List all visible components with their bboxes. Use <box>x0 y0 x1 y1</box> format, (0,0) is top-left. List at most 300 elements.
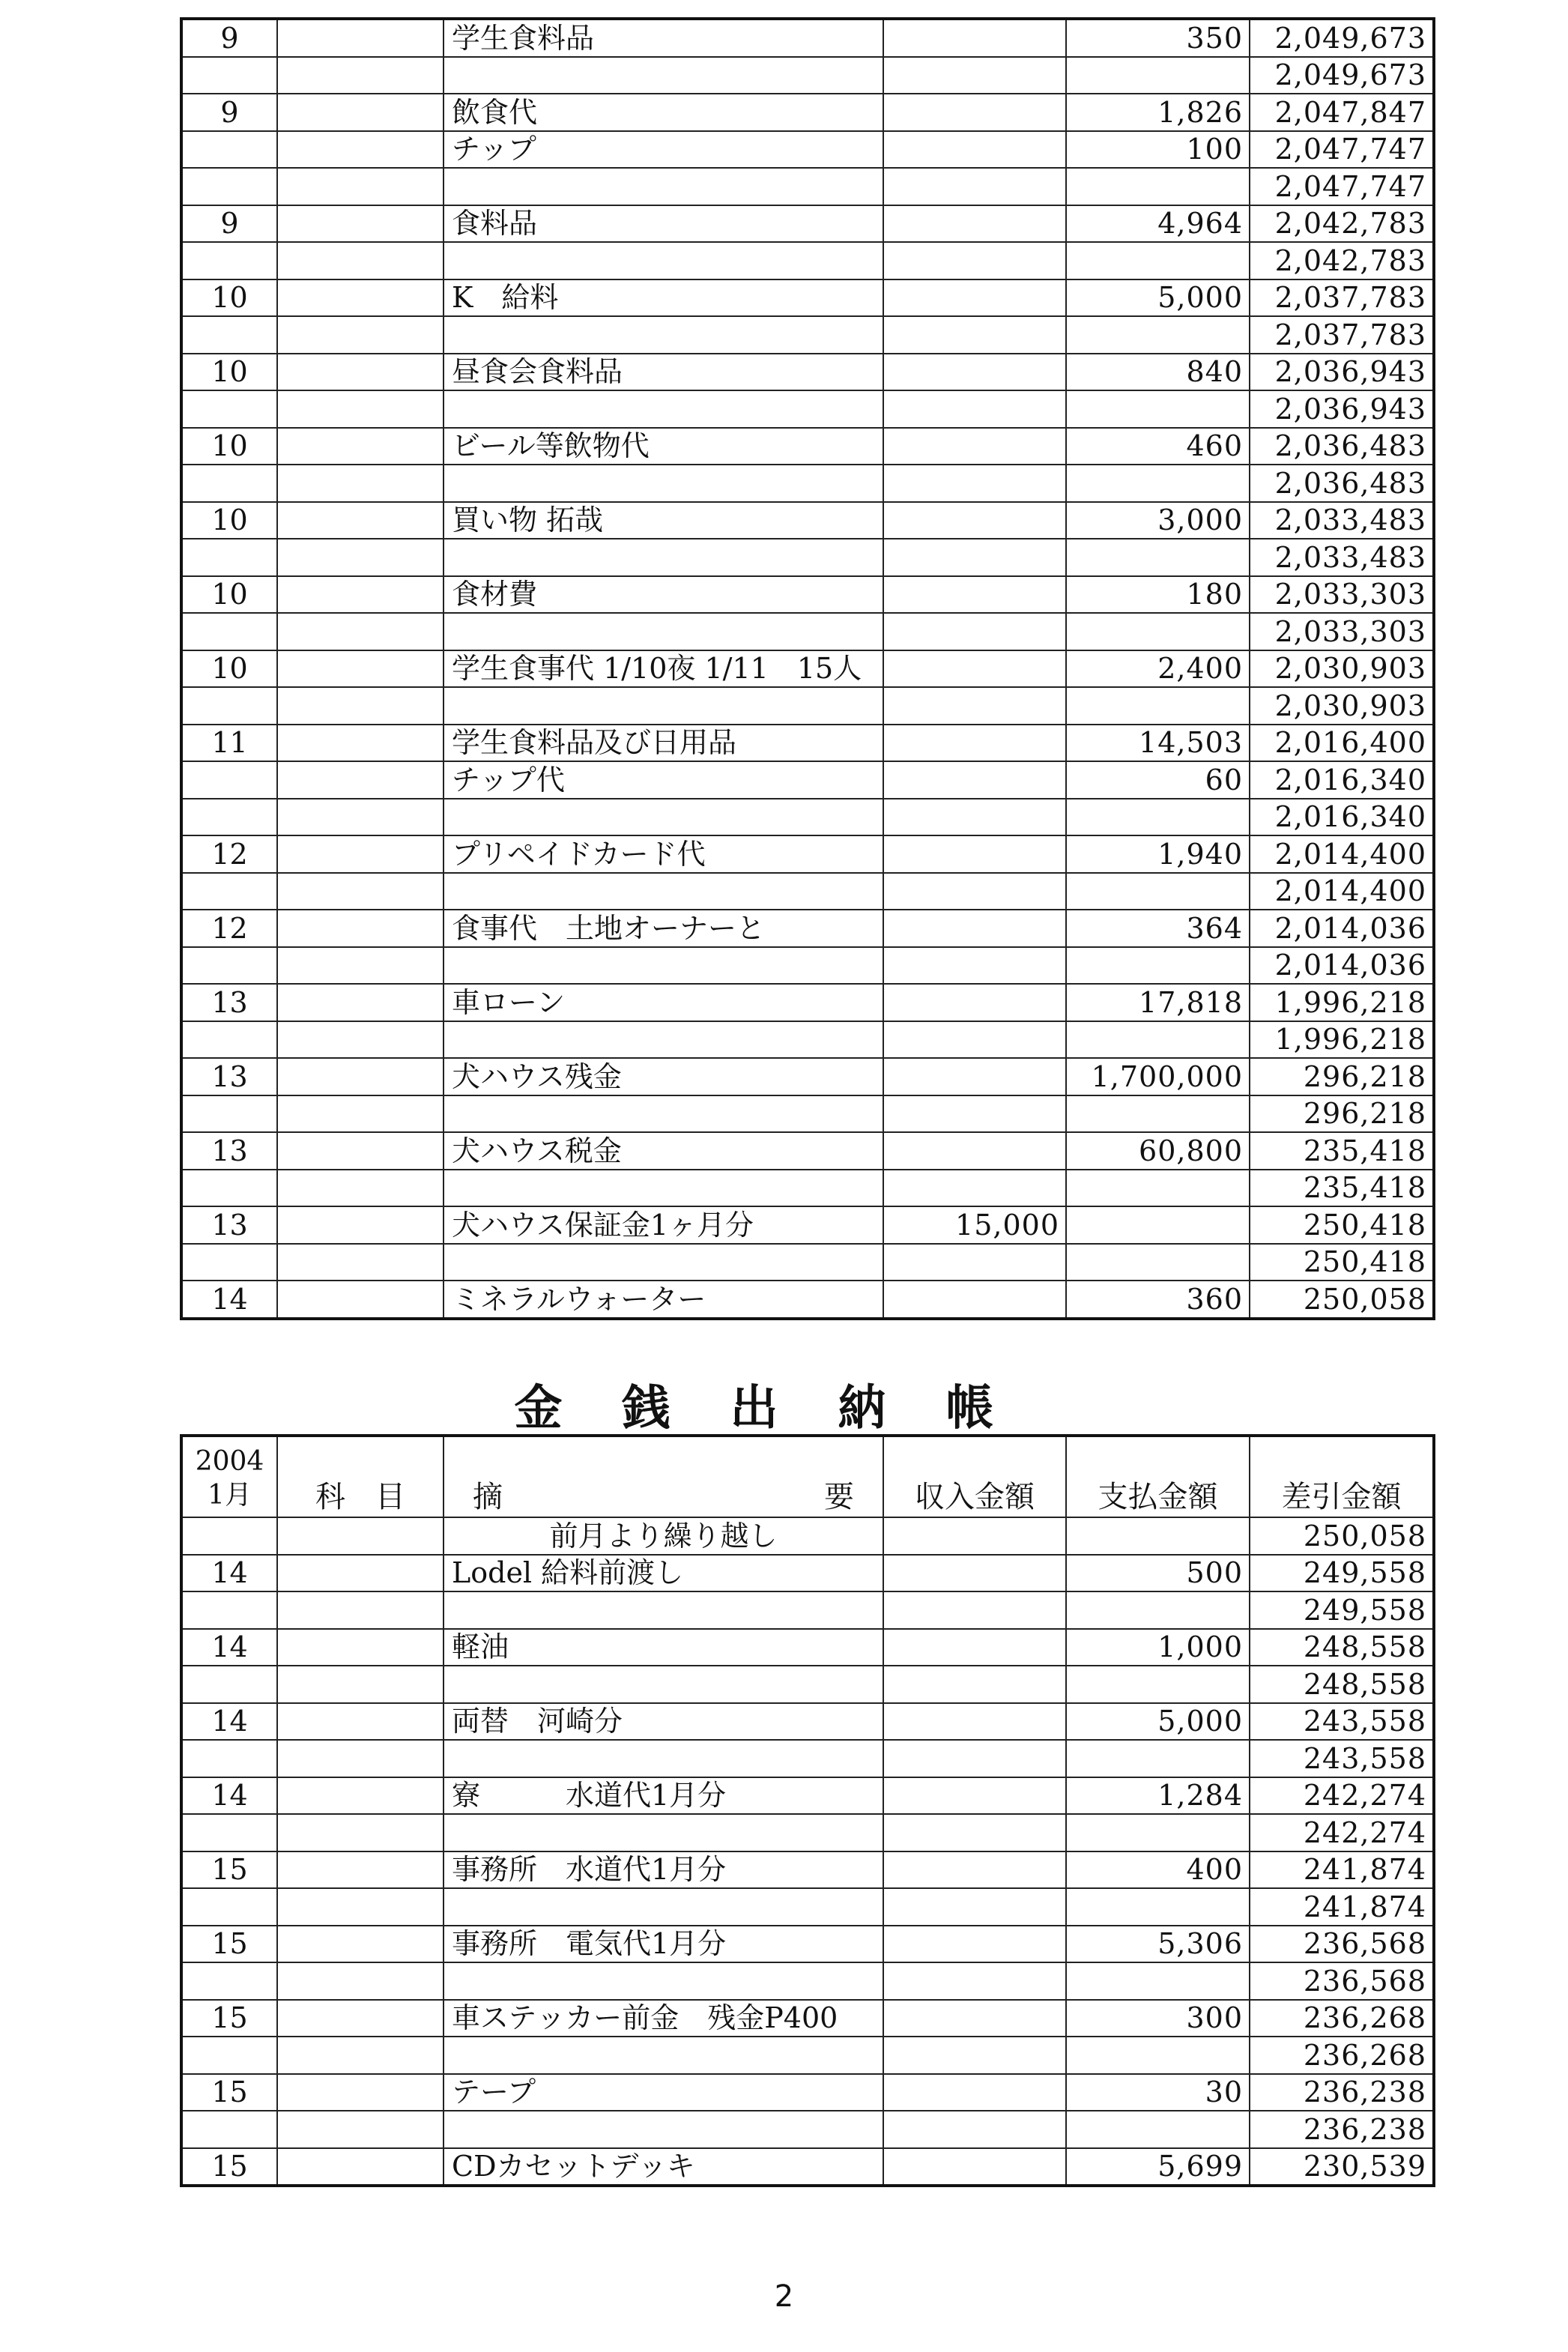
cell-income <box>883 1244 1066 1281</box>
cell-subject <box>277 502 444 539</box>
cell-balance: 250,418 <box>1250 1244 1434 1281</box>
cell-balance: 248,558 <box>1250 1666 1434 1703</box>
cell-day <box>181 1244 277 1281</box>
cell-income <box>883 1021 1066 1059</box>
ledger-table-body <box>181 1436 1434 2186</box>
cell-balance: 235,418 <box>1250 1132 1434 1170</box>
cell-subject <box>277 168 444 205</box>
table-row <box>181 1740 1434 1777</box>
cell-payment <box>1066 1021 1250 1059</box>
cell-subject <box>277 1206 444 1244</box>
cell-subject <box>277 1740 444 1777</box>
cell-balance: 2,030,903 <box>1250 650 1434 688</box>
table-row <box>181 2037 1434 2074</box>
cell-balance: 2,014,036 <box>1250 910 1434 947</box>
cell-description: CDカセットデッキ <box>444 2148 883 2186</box>
table-row <box>181 205 1434 243</box>
cell-description: K 給料 <box>444 279 883 317</box>
cell-balance: 249,558 <box>1250 1555 1434 1592</box>
cell-balance: 1,996,218 <box>1250 984 1434 1021</box>
cell-subject <box>277 1095 444 1133</box>
cell-income <box>883 576 1066 614</box>
cell-subject <box>277 1021 444 1059</box>
cell-payment <box>1066 1962 1250 2000</box>
cell-subject <box>277 1888 444 1926</box>
cell-description <box>444 2111 883 2148</box>
cell-income <box>883 502 1066 539</box>
cell-description <box>444 799 883 836</box>
cell-subject <box>277 19 444 57</box>
cell-income <box>883 1926 1066 1963</box>
cell-balance: 236,268 <box>1250 2037 1434 2074</box>
cell-payment: 400 <box>1066 1851 1250 1889</box>
cell-income <box>883 354 1066 391</box>
cell-income <box>883 1555 1066 1592</box>
cell-day: 15 <box>181 2074 277 2111</box>
table-row <box>181 1666 1434 1703</box>
cell-subject <box>277 205 444 243</box>
cell-day <box>181 1814 277 1851</box>
cell-payment <box>1066 539 1250 576</box>
cell-balance: 2,047,747 <box>1250 131 1434 169</box>
cell-balance: 2,016,400 <box>1250 725 1434 762</box>
header-balance: 差引金額 <box>1250 1436 1434 1517</box>
cell-day <box>181 1888 277 1926</box>
cell-description <box>444 1740 883 1777</box>
cell-subject <box>277 799 444 836</box>
cell-day: 15 <box>181 2148 277 2186</box>
cell-payment <box>1066 1095 1250 1133</box>
cell-subject <box>277 1703 444 1741</box>
cell-subject <box>277 1244 444 1281</box>
cell-payment: 1,000 <box>1066 1629 1250 1666</box>
cell-subject <box>277 279 444 317</box>
cell-day: 13 <box>181 1058 277 1095</box>
cell-income <box>883 1281 1066 1319</box>
cell-income <box>883 1132 1066 1170</box>
cell-subject <box>277 539 444 576</box>
header-payment: 支払金額 <box>1066 1436 1250 1517</box>
table-row <box>181 947 1434 985</box>
cell-subject <box>277 2074 444 2111</box>
carry-over-row <box>181 1517 1434 1555</box>
cell-payment <box>1066 799 1250 836</box>
cell-payment <box>1066 57 1250 94</box>
cell-balance: 2,042,783 <box>1250 205 1434 243</box>
cell-day <box>181 57 277 94</box>
cell-subject <box>277 687 444 725</box>
cell-description <box>444 1170 883 1207</box>
header-description-right: 要 <box>824 1480 854 1514</box>
table-row <box>181 1058 1434 1095</box>
cell-income <box>883 725 1066 762</box>
cell-subject <box>277 465 444 502</box>
cell-description: 車ステッカー前金 残金P400 <box>444 2000 883 2037</box>
cell-description: 食事代 土地オーナーと <box>444 910 883 947</box>
cell-day <box>181 242 277 279</box>
cell-income <box>883 1777 1066 1815</box>
table-row <box>181 168 1434 205</box>
cell-income <box>883 1170 1066 1207</box>
cell-balance: 2,037,783 <box>1250 316 1434 354</box>
cell-subject <box>277 1629 444 1666</box>
cell-balance: 2,033,303 <box>1250 613 1434 650</box>
cell-income <box>883 19 1066 57</box>
cell-balance: 250,058 <box>1250 1281 1434 1319</box>
cell-income <box>883 131 1066 169</box>
cell-balance: 235,418 <box>1250 1170 1434 1207</box>
cell-balance: 2,033,483 <box>1250 502 1434 539</box>
cell-day <box>181 465 277 502</box>
cell-balance: 2,016,340 <box>1250 761 1434 799</box>
cell-day: 14 <box>181 1629 277 1666</box>
cell-payment: 14,503 <box>1066 725 1250 762</box>
cell-payment: 30 <box>1066 2074 1250 2111</box>
table-row <box>181 1170 1434 1207</box>
cell-balance: 250,418 <box>1250 1206 1434 1244</box>
cell-payment <box>1066 316 1250 354</box>
cell-payment <box>1066 465 1250 502</box>
cell-income <box>883 1888 1066 1926</box>
cell-income <box>883 1591 1066 1629</box>
cell-day <box>181 1666 277 1703</box>
cell-day: 15 <box>181 1926 277 1963</box>
cell-subject <box>277 947 444 985</box>
cell-description: ビール等飲物代 <box>444 428 883 465</box>
cell-day: 10 <box>181 650 277 688</box>
cell-day <box>181 1591 277 1629</box>
cell-description <box>444 947 883 985</box>
cell-income <box>883 2148 1066 2186</box>
cell-description: 軽油 <box>444 1629 883 1666</box>
cell-day: 14 <box>181 1281 277 1319</box>
table-row <box>181 1281 1434 1319</box>
cell-income <box>883 947 1066 985</box>
cell-day: 13 <box>181 1132 277 1170</box>
cell-income <box>883 1629 1066 1666</box>
cell-income <box>883 94 1066 131</box>
cell-day: 15 <box>181 1851 277 1889</box>
table-row <box>181 19 1434 57</box>
cell-income <box>883 539 1066 576</box>
cell-payment: 5,000 <box>1066 279 1250 317</box>
cell-payment: 5,000 <box>1066 1703 1250 1741</box>
cell-income <box>883 428 1066 465</box>
cell-description: テープ <box>444 2074 883 2111</box>
cell-day <box>181 168 277 205</box>
cell-income <box>883 761 1066 799</box>
cell-subject <box>277 613 444 650</box>
cell-payment <box>1066 613 1250 650</box>
cell-payment <box>1066 687 1250 725</box>
table-row <box>181 1703 1434 1741</box>
cell-day <box>181 687 277 725</box>
cell-income <box>883 1095 1066 1133</box>
cell-income <box>883 687 1066 725</box>
cell-balance: 241,874 <box>1250 1851 1434 1889</box>
cell-day <box>181 799 277 836</box>
table-row <box>181 613 1434 650</box>
cell-subject <box>277 576 444 614</box>
cell-description: Lodel 給料前渡し <box>444 1555 883 1592</box>
cell-balance: 2,049,673 <box>1250 19 1434 57</box>
cell-payment <box>1066 1517 1250 1555</box>
table-row <box>181 57 1434 94</box>
cell-day: 14 <box>181 1777 277 1815</box>
cell-subject <box>277 242 444 279</box>
cell-day: 12 <box>181 835 277 873</box>
cell-payment: 60 <box>1066 761 1250 799</box>
cell-subject <box>277 1517 444 1555</box>
cell-description <box>444 57 883 94</box>
cell-description <box>444 1962 883 2000</box>
cell-subject <box>277 1777 444 1815</box>
table-row <box>181 1777 1434 1815</box>
cell-day: 14 <box>181 1555 277 1592</box>
cell-payment <box>1066 168 1250 205</box>
table-row <box>181 1132 1434 1170</box>
cell-description <box>444 687 883 725</box>
cell-description: 寮 水道代1月分 <box>444 1777 883 1815</box>
cell-subject <box>277 910 444 947</box>
cell-income <box>883 1703 1066 1741</box>
cell-payment: 300 <box>1066 2000 1250 2037</box>
table-row <box>181 354 1434 391</box>
cell-income <box>883 1058 1066 1095</box>
cell-day <box>181 613 277 650</box>
cell-description <box>444 873 883 910</box>
cell-payment: 840 <box>1066 354 1250 391</box>
cell-day: 10 <box>181 354 277 391</box>
cell-income <box>883 390 1066 428</box>
table-row <box>181 94 1434 131</box>
cell-income <box>883 279 1066 317</box>
cell-description: チップ代 <box>444 761 883 799</box>
table-row <box>181 279 1434 317</box>
cell-income <box>883 650 1066 688</box>
cell-day <box>181 390 277 428</box>
cell-income: 15,000 <box>883 1206 1066 1244</box>
cell-income <box>883 613 1066 650</box>
cell-subject <box>277 725 444 762</box>
cell-payment: 17,818 <box>1066 984 1250 1021</box>
cell-day: 13 <box>181 1206 277 1244</box>
cell-description: 食材費 <box>444 576 883 614</box>
cell-description <box>444 465 883 502</box>
cell-balance: 236,568 <box>1250 1926 1434 1963</box>
cell-day <box>181 873 277 910</box>
cell-income <box>883 1666 1066 1703</box>
cell-day: 12 <box>181 910 277 947</box>
cell-balance: 2,047,747 <box>1250 168 1434 205</box>
table-row <box>181 650 1434 688</box>
page-number: 2 <box>774 2279 794 2314</box>
cell-subject <box>277 2111 444 2148</box>
cell-income <box>883 984 1066 1021</box>
cell-subject <box>277 354 444 391</box>
cell-income <box>883 2074 1066 2111</box>
cell-subject <box>277 1926 444 1963</box>
cell-balance: 2,033,303 <box>1250 576 1434 614</box>
cell-description <box>444 1021 883 1059</box>
table-row <box>181 390 1434 428</box>
cell-payment <box>1066 2037 1250 2074</box>
cell-payment: 500 <box>1066 1555 1250 1592</box>
cell-day <box>181 2111 277 2148</box>
cell-day: 9 <box>181 19 277 57</box>
cell-subject <box>277 761 444 799</box>
cell-subject <box>277 1591 444 1629</box>
cell-payment <box>1066 1814 1250 1851</box>
cell-balance: 236,238 <box>1250 2111 1434 2148</box>
cell-payment: 1,284 <box>1066 1777 1250 1815</box>
cell-balance: 241,874 <box>1250 1888 1434 1926</box>
cell-balance: 2,037,783 <box>1250 279 1434 317</box>
cell-day <box>181 1095 277 1133</box>
cell-description: 学生食料品 <box>444 19 883 57</box>
cell-balance: 249,558 <box>1250 1591 1434 1629</box>
table-row <box>181 428 1434 465</box>
table-row <box>181 576 1434 614</box>
table-row <box>181 1888 1434 1926</box>
cell-day <box>181 1170 277 1207</box>
cell-income <box>883 1740 1066 1777</box>
table-row <box>181 1555 1434 1592</box>
cell-description <box>444 1666 883 1703</box>
table-row <box>181 1244 1434 1281</box>
cell-balance: 296,218 <box>1250 1058 1434 1095</box>
cell-subject <box>277 1962 444 2000</box>
cell-income <box>883 465 1066 502</box>
cell-subject <box>277 1851 444 1889</box>
cell-balance: 2,014,400 <box>1250 835 1434 873</box>
cell-description: 事務所 電気代1月分 <box>444 1926 883 1963</box>
cell-payment: 460 <box>1066 428 1250 465</box>
cell-income <box>883 205 1066 243</box>
cell-balance: 236,568 <box>1250 1962 1434 2000</box>
cell-payment: 350 <box>1066 19 1250 57</box>
cell-payment <box>1066 1888 1250 1926</box>
cell-payment <box>1066 1206 1250 1244</box>
cell-balance: 296,218 <box>1250 1095 1434 1133</box>
cell-balance: 236,268 <box>1250 2000 1434 2037</box>
cell-balance: 2,014,400 <box>1250 873 1434 910</box>
cell-balance: 2,049,673 <box>1250 57 1434 94</box>
cell-income <box>883 57 1066 94</box>
cell-payment <box>1066 1666 1250 1703</box>
cell-day <box>181 131 277 169</box>
cell-day <box>181 1740 277 1777</box>
table-row <box>181 1591 1434 1629</box>
table-row <box>181 835 1434 873</box>
cell-day: 14 <box>181 1703 277 1741</box>
cell-balance: 2,036,483 <box>1250 428 1434 465</box>
cell-description: 昼食会食料品 <box>444 354 883 391</box>
cell-income <box>883 910 1066 947</box>
table-row <box>181 1206 1434 1244</box>
table-row <box>181 873 1434 910</box>
table-row <box>181 242 1434 279</box>
header-month: 1月 <box>208 1480 252 1511</box>
cell-description: 買い物 拓哉 <box>444 502 883 539</box>
cell-subject <box>277 2148 444 2186</box>
cell-income <box>883 835 1066 873</box>
cell-day: 9 <box>181 94 277 131</box>
cell-balance: 250,058 <box>1250 1517 1434 1555</box>
table-row <box>181 799 1434 836</box>
cell-income <box>883 168 1066 205</box>
cell-payment: 3,000 <box>1066 502 1250 539</box>
cell-income <box>883 1851 1066 1889</box>
table-row <box>181 761 1434 799</box>
table-row <box>181 465 1434 502</box>
cell-day <box>181 761 277 799</box>
cell-payment: 180 <box>1066 576 1250 614</box>
cell-subject <box>277 835 444 873</box>
cell-payment <box>1066 2111 1250 2148</box>
header-description <box>444 1436 883 1517</box>
table-row <box>181 984 1434 1021</box>
cell-description: 犬ハウス税金 <box>444 1132 883 1170</box>
cell-day: 9 <box>181 205 277 243</box>
cell-subject <box>277 1666 444 1703</box>
cell-day: 15 <box>181 2000 277 2037</box>
table-row <box>181 1814 1434 1851</box>
cell-subject <box>277 131 444 169</box>
cell-description: チップ <box>444 131 883 169</box>
table-row <box>181 539 1434 576</box>
cell-income <box>883 873 1066 910</box>
cell-payment <box>1066 1244 1250 1281</box>
header-year: 2004 <box>195 1446 264 1477</box>
cell-balance: 2,014,036 <box>1250 947 1434 985</box>
header-income: 収入金額 <box>883 1436 1066 1517</box>
cell-description: 両替 河崎分 <box>444 1703 883 1741</box>
cell-day <box>181 539 277 576</box>
table-row <box>181 2000 1434 2037</box>
cell-description: 学生食料品及び日用品 <box>444 725 883 762</box>
header-row <box>181 1436 1434 1517</box>
cell-payment: 4,964 <box>1066 205 1250 243</box>
cell-payment <box>1066 242 1250 279</box>
cell-subject <box>277 94 444 131</box>
cell-subject <box>277 2000 444 2037</box>
cell-day <box>181 1021 277 1059</box>
table-row <box>181 1021 1434 1059</box>
cell-balance: 2,033,483 <box>1250 539 1434 576</box>
cell-day: 11 <box>181 725 277 762</box>
cell-description: 飲食代 <box>444 94 883 131</box>
cell-subject <box>277 428 444 465</box>
cell-description: 学生食事代 1/10夜 1/11 15人 <box>444 650 883 688</box>
cell-payment <box>1066 1591 1250 1629</box>
header-description-left: 摘 <box>473 1480 503 1514</box>
cell-description <box>444 1244 883 1281</box>
cell-payment: 60,800 <box>1066 1132 1250 1170</box>
cell-income <box>883 2000 1066 2037</box>
cell-subject <box>277 1170 444 1207</box>
cell-balance: 248,558 <box>1250 1629 1434 1666</box>
cell-balance: 1,996,218 <box>1250 1021 1434 1059</box>
ledger-table-continued <box>180 17 1435 1320</box>
cell-income <box>883 316 1066 354</box>
table-row <box>181 725 1434 762</box>
cell-balance: 2,036,483 <box>1250 465 1434 502</box>
cell-payment: 1,700,000 <box>1066 1058 1250 1095</box>
cell-income <box>883 1814 1066 1851</box>
cell-payment: 1,826 <box>1066 94 1250 131</box>
cell-day <box>181 2037 277 2074</box>
